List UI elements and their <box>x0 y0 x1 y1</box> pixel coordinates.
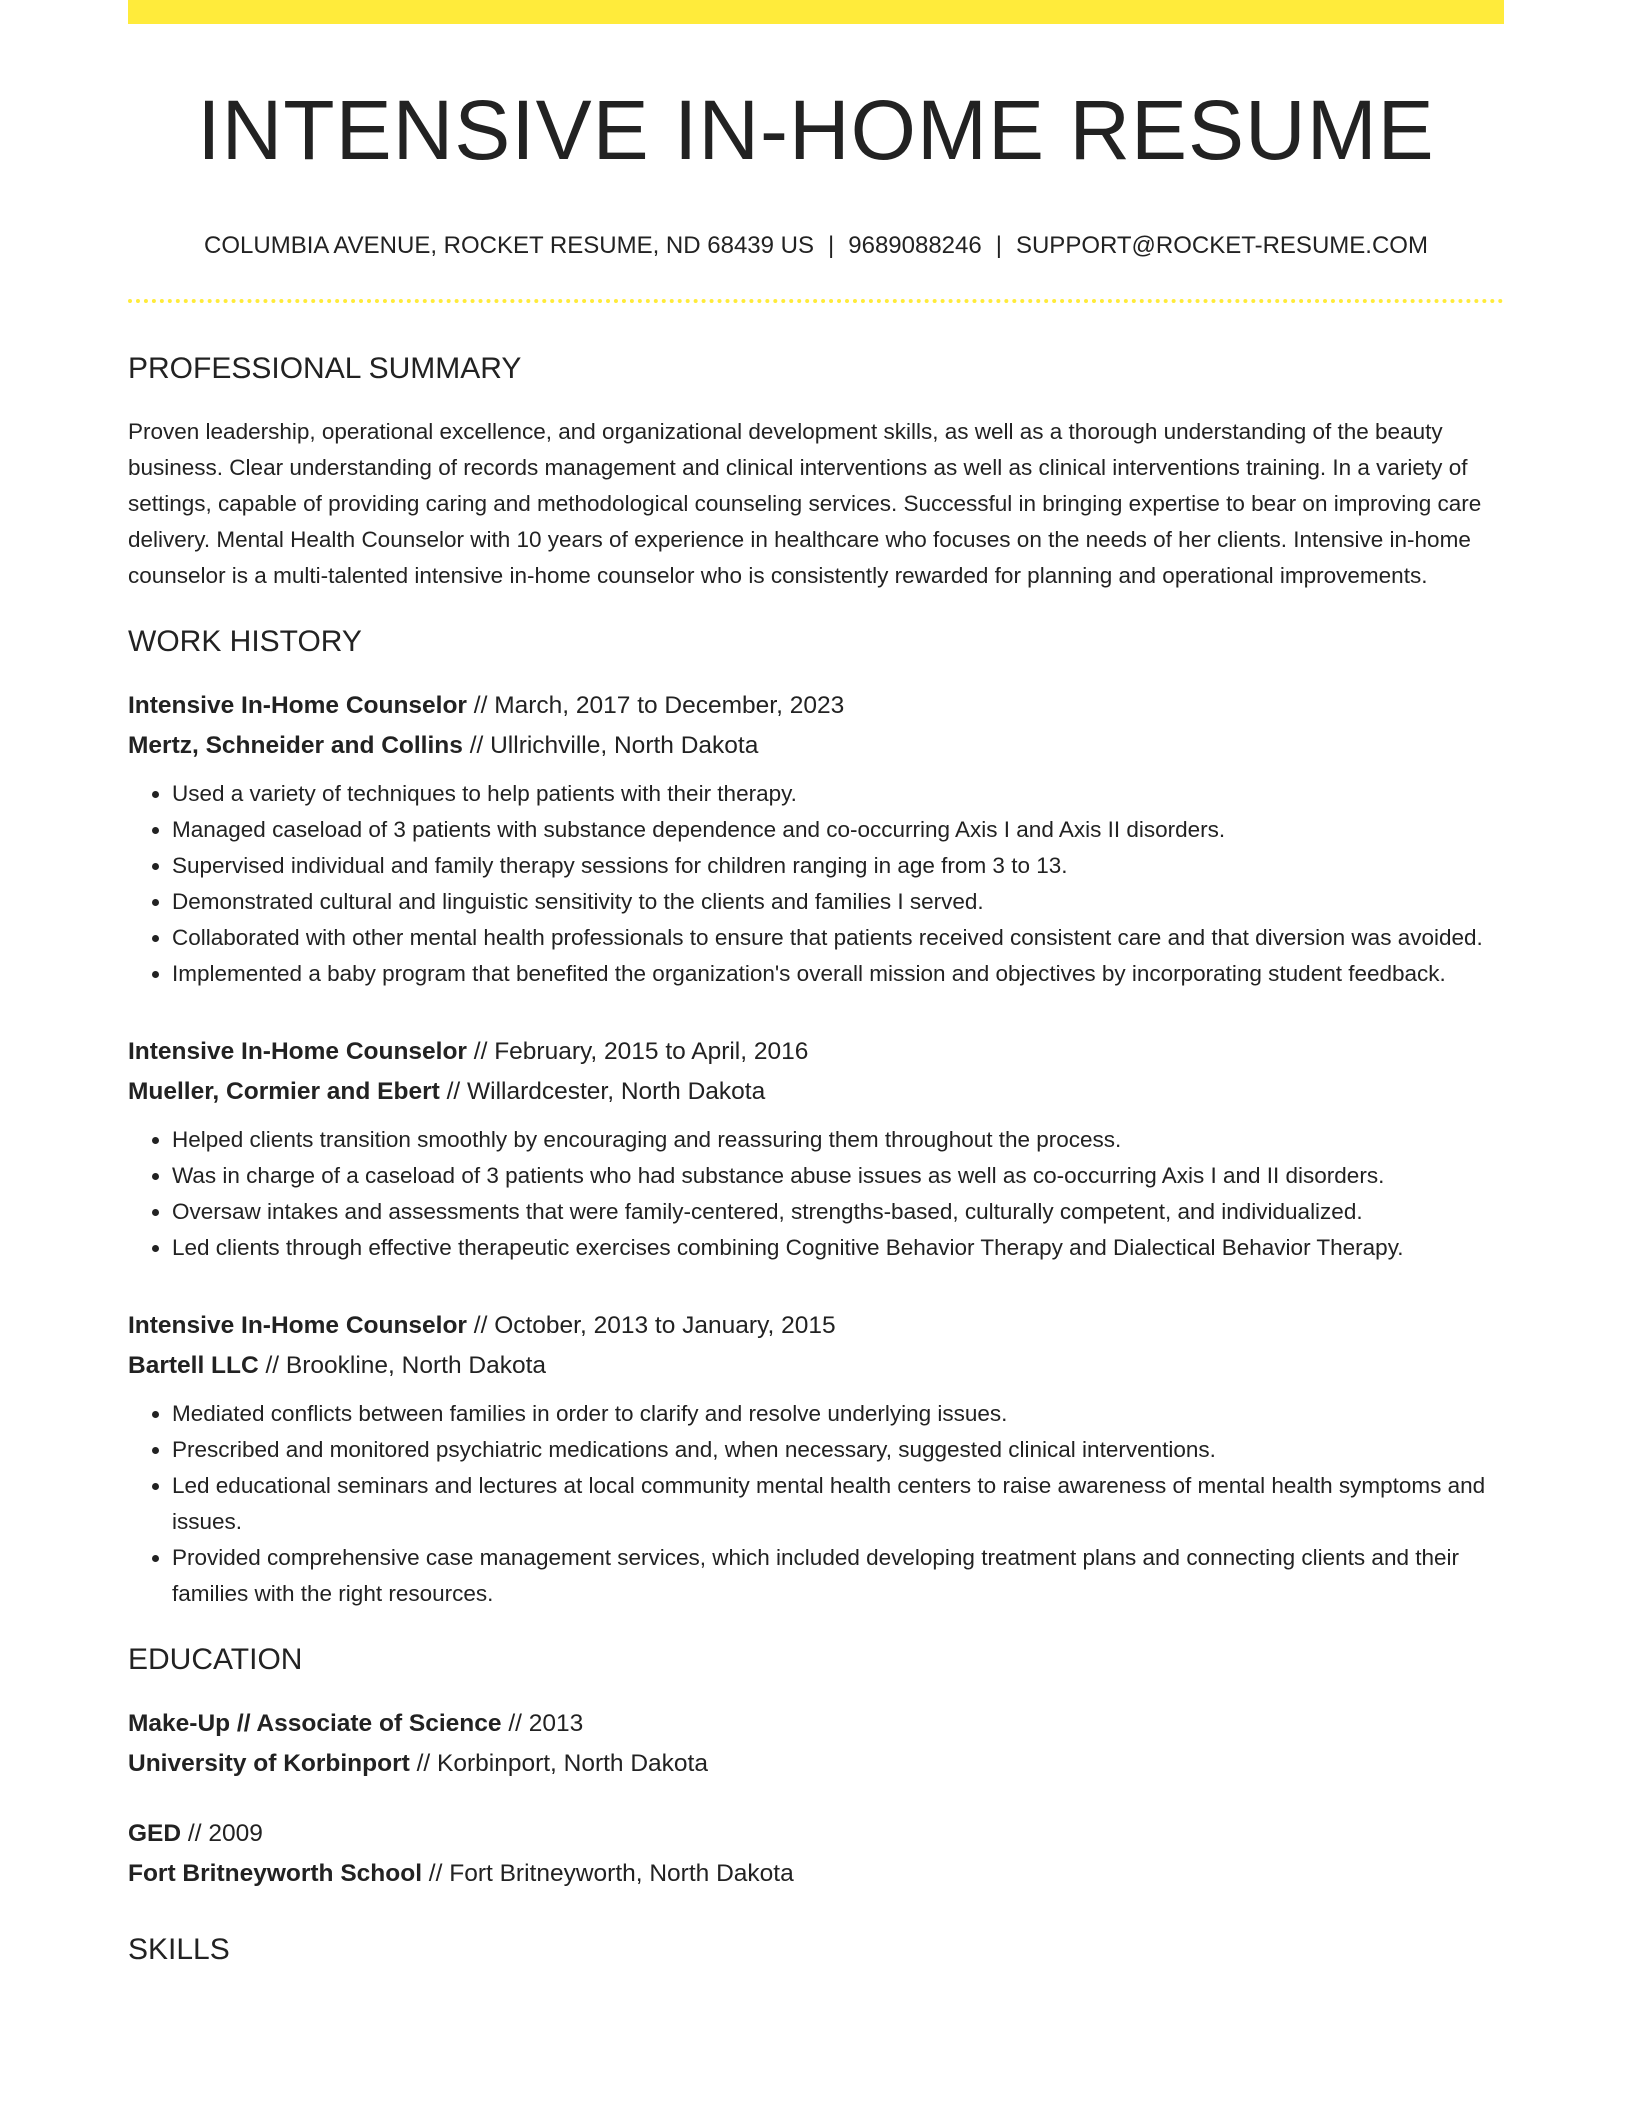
job-bullets <box>128 1396 1504 1612</box>
job-title-line <box>128 1306 1504 1346</box>
job-dates: // October, 2013 to January, 2015 <box>466 1312 836 1340</box>
job-company: Mertz, Schneider and Collins <box>128 732 463 760</box>
separator: | <box>828 232 835 260</box>
top-accent-bar <box>128 0 1504 24</box>
job-bullet: • Led educational seminars and lectures at local community mental health centers to raise awareness of mental health symptoms and issues. <box>172 1468 1504 1540</box>
job-company: Mueller, Cormier and Ebert <box>128 1078 440 1106</box>
job-company-line <box>128 1346 1504 1386</box>
email: SUPPORT@ROCKET-RESUME.COM <box>1015 232 1428 260</box>
dotted-divider <box>128 299 1504 303</box>
job-role: Intensive In-Home Counselor <box>128 692 467 720</box>
summary-heading: PROFESSIONAL SUMMARY <box>128 352 522 386</box>
job-dates: // March, 2017 to December, 2023 <box>466 692 845 720</box>
education-degree-line <box>128 1814 1504 1854</box>
work-history-heading: WORK HISTORY <box>128 625 362 659</box>
job-location: // Ullrichville, North Dakota <box>462 732 759 760</box>
job-role: Intensive In-Home Counselor <box>128 1038 467 1066</box>
job-location: // Brookline, North Dakota <box>258 1352 547 1380</box>
resume-page <box>128 0 1504 1968</box>
job-company-line <box>128 726 1504 766</box>
job-bullet: • Provided comprehensive case management services, which included developing treatment plans and connecting clients and their families with the right resources. <box>172 1540 1504 1612</box>
education-entry <box>128 1814 1504 1894</box>
education-location: // Fort Britneyworth, North Dakota <box>422 1860 794 1888</box>
education-year: // 2013 <box>501 1710 584 1738</box>
education-degree: GED <box>128 1820 182 1848</box>
job-bullet: • Was in charge of a caseload of 3 patients who had substance abuse issues as well as co-occurring Axis I and II disorders. <box>172 1158 1504 1194</box>
education-degree: Make-Up // Associate of Science <box>128 1710 502 1738</box>
resume-title: INTENSIVE IN-HOME RESUME <box>197 83 1435 177</box>
job-title-line <box>128 1032 1504 1072</box>
job-bullet: • Managed caseload of 3 patients with substance dependence and co-occurring Axis I and Axis II disorders. <box>172 812 1504 848</box>
education-school-line <box>128 1854 1504 1894</box>
address: COLUMBIA AVENUE, ROCKET RESUME, ND 68439 US <box>204 232 815 260</box>
job-location: // Willardcester, North Dakota <box>439 1078 766 1106</box>
education-school-line <box>128 1744 1504 1784</box>
job-bullet: • Mediated conflicts between families in order to clarify and resolve underlying issues. <box>172 1396 1504 1432</box>
phone: 9689088246 <box>848 232 982 260</box>
job-entry <box>128 1032 1504 1266</box>
job-bullet: • Supervised individual and family therapy sessions for children ranging in age from 3 to 13. <box>172 848 1504 884</box>
job-company: Bartell LLC <box>128 1352 259 1380</box>
education-heading: EDUCATION <box>128 1643 303 1677</box>
job-company-line <box>128 1072 1504 1112</box>
education-entry <box>128 1704 1504 1784</box>
job-dates: // February, 2015 to April, 2016 <box>466 1038 809 1066</box>
job-bullet: • Helped clients transition smoothly by encouraging and reassuring them throughout the process. <box>172 1122 1504 1158</box>
job-role: Intensive In-Home Counselor <box>128 1312 467 1340</box>
separator: | <box>995 232 1002 260</box>
education-year: // 2009 <box>181 1820 263 1848</box>
job-bullet: • Prescribed and monitored psychiatric medications and, when necessary, suggested clinical interventions. <box>172 1432 1504 1468</box>
summary-text: Proven leadership, operational excellence, and organizational development skills, as well as a thorough understanding of the beauty business. Clear understanding of records management and clinical interventions as well as clinical interventions training. In a variety of settings, capable of providing caring and methodological counseling services. Successful in bringing expertise to bear on improving care delivery. Mental Health Counselor with 10 years of experience in healthcare who focuses on the needs of her clients. Intensive in-home counselor is a multi-talented intensive in-home counselor who is consistently rewarded for planning and operational improvements. <box>128 419 1482 589</box>
job-bullets <box>128 776 1504 992</box>
job-bullet: • Demonstrated cultural and linguistic sensitivity to the clients and families I served. <box>172 884 1504 920</box>
job-entry <box>128 686 1504 992</box>
job-bullet: • Implemented a baby program that benefited the organization's overall mission and objectives by incorporating student feedback. <box>172 956 1504 992</box>
education-school: Fort Britneyworth School <box>128 1860 422 1888</box>
education-location: // Korbinport, North Dakota <box>409 1750 708 1778</box>
skills-heading: SKILLS <box>128 1933 230 1967</box>
job-bullets <box>128 1122 1504 1266</box>
job-title-line <box>128 686 1504 726</box>
job-bullet: • Collaborated with other mental health professionals to ensure that patients received consistent care and that diversion was avoided. <box>172 920 1504 956</box>
job-bullet: • Oversaw intakes and assessments that were family-centered, strengths-based, culturally competent, and individualized. <box>172 1194 1504 1230</box>
job-bullet: • Led clients through effective therapeutic exercises combining Cognitive Behavior Therapy and Dialectical Behavior Therapy. <box>172 1230 1504 1266</box>
education-degree-line <box>128 1704 1504 1744</box>
education-school: University of Korbinport <box>128 1750 410 1778</box>
job-bullet: • Used a variety of techniques to help patients with their therapy. <box>172 776 1504 812</box>
job-entry <box>128 1306 1504 1612</box>
contact-line <box>128 232 1504 261</box>
